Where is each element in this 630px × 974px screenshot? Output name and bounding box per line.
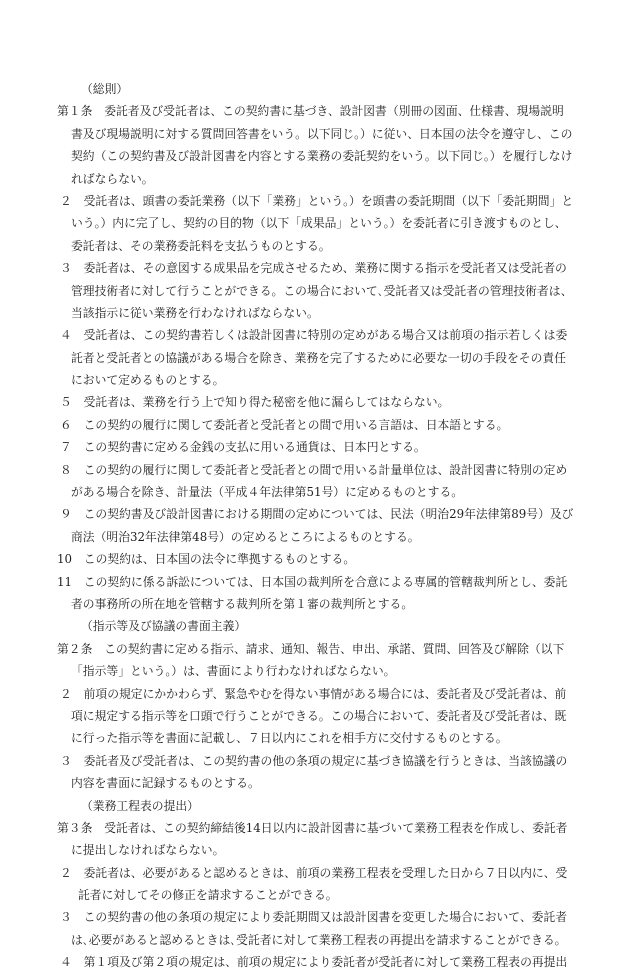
text-line: ４ 受託者は、この契約書若しくは設計図書に特別の定めがある場合又は前項の指示若しくは委 [60, 328, 568, 343]
text-line: 内容を書面に記録するものとする。 [71, 776, 260, 791]
contract-text-body [57, 78, 579, 974]
text-line: 者の事務所の所在地を管轄する裁判所を第１審の裁判所とする。 [71, 596, 414, 611]
text-line: に提出しなければならない。 [71, 843, 225, 858]
text-line: において定めるものとする。 [71, 373, 225, 388]
article-caption: （総則） [81, 82, 129, 96]
text-line: ８ この契約の履行に関して委託者と受託者との間で用いる計量単位は、設計図書に特別の定め [60, 462, 568, 477]
text-line: がある場合を除き、計量法（平成４年法律第51号）に定めるものとする。 [71, 485, 464, 500]
text-line: 託者に対してその修正を請求することができる。 [78, 888, 338, 903]
text-line: 書及び現場説明に対する質問回答書をいう。以下同じ。）に従い、日本国の法令を遵守し、この [71, 126, 573, 141]
text-line: は､必要があると認めるときは､受託者に対して業務工程表の再提出を請求することができる。 [71, 932, 567, 947]
text-line: に行った指示等を書面に記載し、７日以内にこれを相手方に交付するものとする。 [71, 731, 508, 746]
text-line: ４ 第１項及び第２項の規定は、前項の規定により委託者が受託者に対して業務工程表の再提出 [60, 955, 568, 970]
text-line: 当該指示に従い業務を行わなければならない。 [71, 305, 319, 320]
text-line: ２ 委託者は、必要があると認めるときは、前項の業務工程表を受理した日から７日以内に、受 [60, 865, 568, 880]
text-line: 第２条 この契約書に定める指示、請求、通知、報告、申出、承諾、質問、回答及び解除（以下 [57, 641, 565, 656]
text-line: 第３条 受託者は、この契約締結後14日以内に設計図書に基づいて業務工程表を作成し、委託者 [57, 820, 568, 835]
article-caption: （指示等及び協議の書面主義） [81, 619, 247, 634]
text-line: 第１条 委託者及び受託者は、この契約書に基づき、設計図書（別冊の図面、仕様書、現場説明 [57, 104, 564, 119]
text-line: ２ 受託者は、頭書の委託業務（以下「業務」という。）を頭書の委託期間（以下「委託期間」と [60, 193, 574, 208]
text-line: 契約（この契約書及び設計図書を内容とする業務の委託契約をいう。以下同じ。）を履行しなけ [71, 149, 573, 164]
text-line: ３ 委託者は、その意図する成果品を完成させるため、業務に関する指示を受託者又は受託者の [60, 261, 567, 276]
article-caption: （業務工程表の提出） [81, 798, 199, 813]
text-line: ６ この契約の履行に関して委託者と受託者との間で用いる言語は、日本語とする。 [60, 417, 509, 432]
text-line: 委託者は、その業務委託料を支払うものとする。 [71, 238, 331, 253]
text-line: ９ この契約書及び設計図書における期間の定めについては、民法（明治29年法律第89号）及び [60, 507, 574, 522]
text-line: 管理技術者に対して行うことができる。この場合において､受託者又は受託者の管理技術者は、 [71, 283, 573, 298]
text-line: いう。）内に完了し、契約の目的物（以下「成果品」という。）を委託者に引き渡すものとし、 [71, 216, 567, 231]
text-line: ３ この契約書の他の条項の規定により委託期間又は設計図書を変更した場合において、委託者 [60, 910, 568, 925]
text-line: 商法（明治32年法律第48号）の定めるところによるものとする。 [71, 529, 420, 544]
text-line: 託者と受託者との協議がある場合を除き、業務を完了するために必要な一切の手段をその責任 [71, 350, 566, 365]
text-line: 「指示等」という。）は、書面により行わなければならない。 [71, 664, 396, 679]
text-line: ５ 受託者は、業務を行う上で知り得た秘密を他に漏らしてはならない。 [60, 395, 450, 410]
text-line: 10 この契約は、日本国の法令に準拠するものとする。 [57, 552, 356, 567]
text-line: ればならない。 [71, 171, 154, 186]
text-line: ２ 前項の規定にかかわらず、緊急やむを得ない事情がある場合には、委託者及び受託者は、前 [60, 686, 567, 701]
text-line: 11 この契約に係る訴訟については、日本国の裁判所を合意による専属的管轄裁判所とし、委託 [57, 574, 568, 589]
text-line: ７ この契約書に定める金銭の支払に用いる通貨は、日本円とする。 [60, 440, 426, 455]
text-line: ３ 委託者及び受託者は、この契約書の他の条項の規定に基づき協議を行うときは、当該協議の [60, 753, 568, 768]
text-line: 項に規定する指示等を口頭で行うことができる。この場合において、委託者及び受託者は、既 [71, 708, 567, 723]
